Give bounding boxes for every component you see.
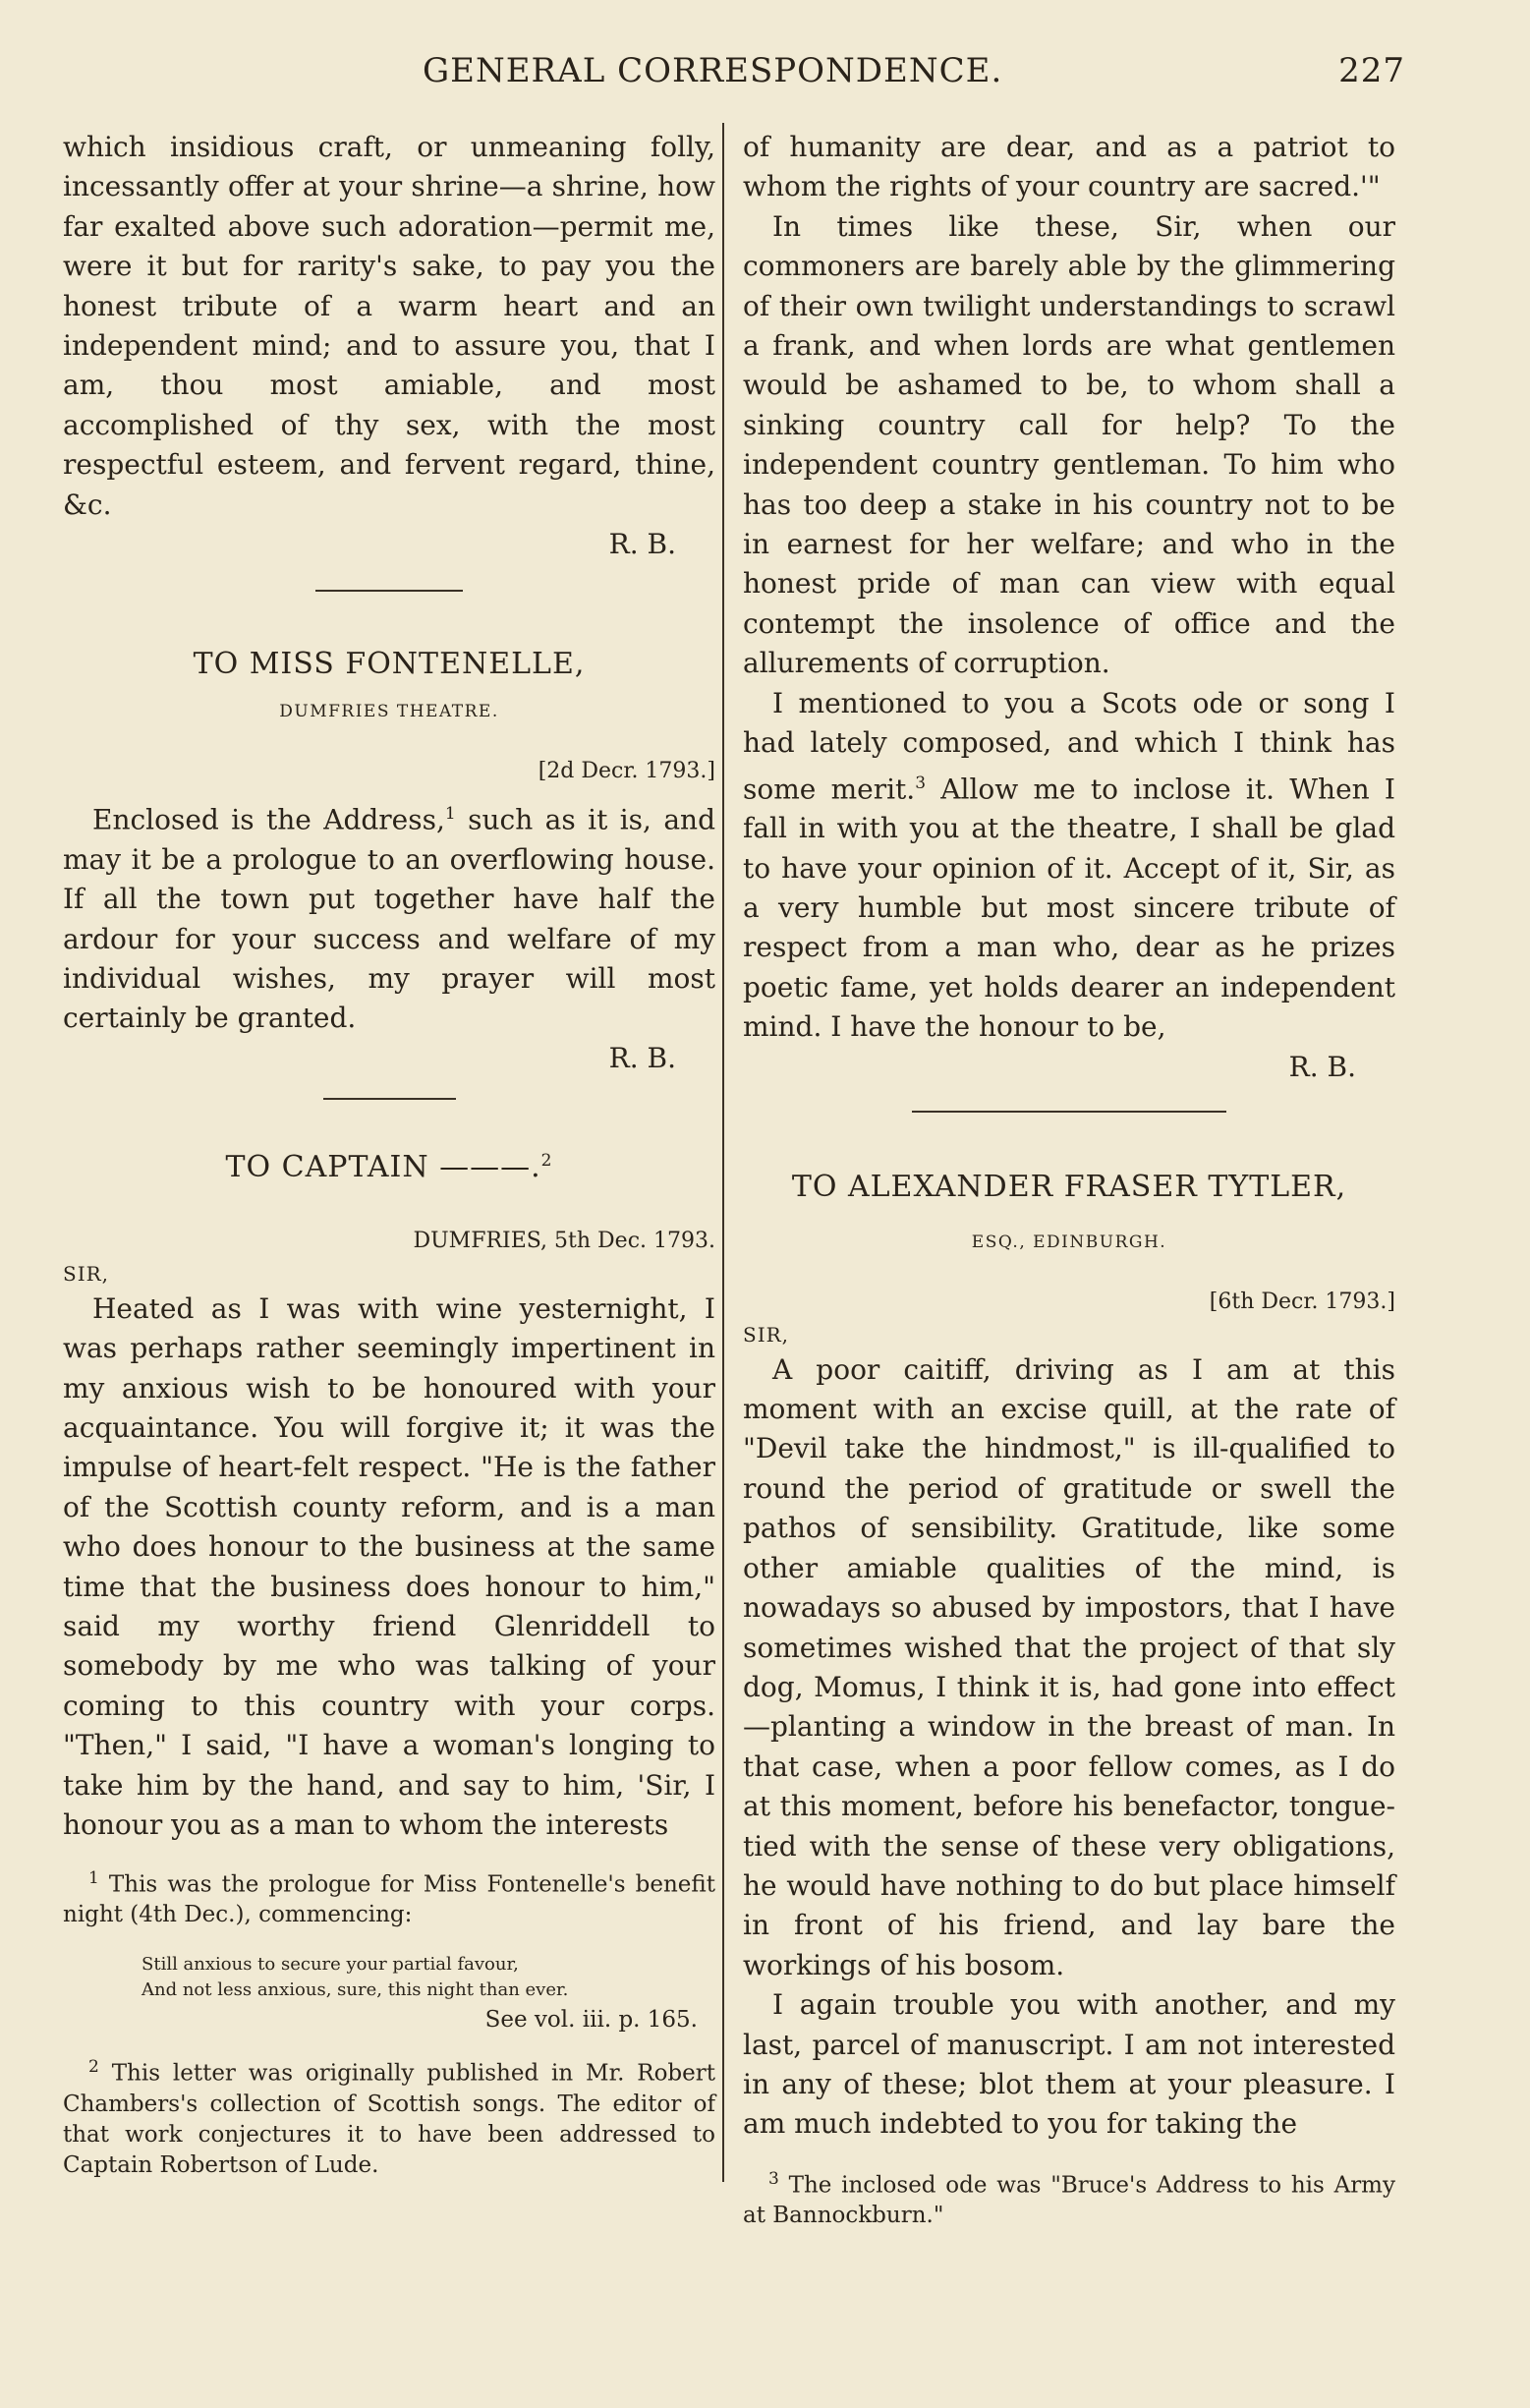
footnote-reference: See vol. iii. p. 165. (484, 2007, 698, 2034)
letter-date: [6th Decr. 1793.] (1209, 1289, 1395, 1314)
letter-heading: TO MISS FONTENELLE, (193, 647, 586, 682)
section-rule (323, 1098, 456, 1100)
section-rule (912, 1111, 1226, 1113)
salutation: SIR, (63, 1261, 110, 1286)
page-number: 227 (1338, 51, 1405, 90)
quoted-verse (63, 1952, 715, 2003)
letter-heading: TO ALEXANDER FRASER TYTLER, (791, 1169, 1347, 1204)
letter-body (743, 684, 1395, 1048)
signature: R. B. (608, 1041, 676, 1074)
footnote-text: This letter was originally published in Mr. Robert Chambers's collection of Scottish songs. The editor of that work conjectures it to have been addressed to Captain Robertson of Lude. (63, 2060, 715, 2178)
heading-text: TO CAPTAIN ———. (225, 1149, 541, 1184)
body-text: Enclosed is the Address, (92, 803, 445, 836)
footnote-marker: 1 (88, 1867, 99, 1888)
footnote-marker: 2 (88, 2057, 99, 2078)
footnote (743, 2164, 1395, 2232)
letter-heading (63, 1141, 715, 1187)
letter-body: A poor caitiff, driving as I am at this moment with an excise quill, at the rate of "Devil take the hindmost," is ill-qualified to round the period of gratitude or swell the pathos of sensibility. Gratitude, like some other amiable qualities of the mind, is nowadays so abused by impostors, that I have sometimes wished that the project of that sly dog, Momus, I think it is, had gone into effect—planting a window in the breast of man. In that case, when a poor fellow comes, as I do at this moment, before his benefactor, tongue-tied with the sense of these very obligations, he would have nothing to do but place himself in front of his friend, and lay bare the workings of his bosom. (743, 1352, 1395, 1981)
salutation: SIR, (743, 1322, 790, 1347)
signature: R. B. (608, 528, 676, 561)
signature: R. B. (1288, 1050, 1356, 1083)
letter-body: Heated as I was with wine yesternight, I was perhaps rather seemingly impertinent in my anxious wish to be honoured with your acquaintance. You will forgive it; it was the impulse of heart-felt respect. "He is the father of the Scottish county reform, and is a man who does honour to the business at the same time that the business does honour to him," said my worthy friend Glenriddell to somebody by me who was talking of your coming to this country with your corps. "Then," I said, "I have a woman's longing to take him by the hand, and say to him, 'Sir, I honour you as a man to whom the interests (63, 1291, 715, 1842)
section-rule (315, 590, 463, 592)
footnote (63, 1863, 715, 1931)
footnote-marker: 1 (444, 804, 456, 825)
body-text: I mentioned to you a Scots ode or song I had lately composed, and which I think has some merit. (743, 686, 1395, 805)
body-text: such as it is, and may it be a prologue to an overflowing house. If all the town put together have half the ardour for your success and welfare of my individual wishes, my prayer will most certainly be granted. (63, 803, 716, 1035)
column-divider (722, 123, 724, 2182)
verse-line: And not less anxious, sure, this night than ever. (142, 1979, 569, 2001)
letter-subheading: ESQ., EDINBURGH. (971, 1232, 1167, 1252)
letter-subheading: DUMFRIES THEATRE. (279, 702, 499, 722)
letter-date: [2d Decr. 1793.] (538, 759, 715, 784)
footnote (63, 2052, 715, 2181)
footnote-text: The inclosed ode was "Bruce's Address to his Army at Bannockburn." (743, 2172, 1395, 2229)
footnote-marker: 2 (540, 1150, 553, 1171)
letter-body: I again trouble you with another, and my last, parcel of manuscript. I am not interested in any of these; blot them at your pleasure. I am much indebted to you for taking the (743, 1988, 1395, 2141)
letter-body (63, 794, 715, 1039)
footnote-marker: 3 (768, 2168, 779, 2189)
letter-continuation: which insidious craft, or unmeaning folly, incessantly offer at your shrine—a shrine, how far exalted above such adoration—permit me, were it but for rarity's sake, to pay you the honest tribute of a warm heart and an independent mind; and to assure you, that I am, thou most amiable, and most accomplished of thy sex, with the most respectful esteem, and fervent regard, thine, &c. (63, 131, 715, 521)
left-column (63, 128, 715, 2181)
verse-line: Still anxious to secure your partial favour, (142, 1954, 519, 1976)
footnote-text: This was the prologue for Miss Fontenelle's benefit night (4th Dec.), commencing: (63, 1871, 715, 1928)
running-title: GENERAL CORRESPONDENCE. (423, 51, 1003, 90)
letter-date: DUMFRIES, 5th Dec. 1793. (413, 1228, 715, 1253)
right-column (743, 128, 1395, 2231)
footnote-marker: 3 (915, 773, 927, 793)
letter-continuation: of humanity are dear, and as a patriot to whom the rights of your country are sacred.'" (743, 131, 1395, 203)
letter-body: In times like these, Sir, when our commoners are barely able by the glimmering of their own twilight understandings to scrawl a frank, and when lords are what gentlemen would be ashamed to be, to whom shall a sinking country call for help? To the independent country gentleman. To him who has too deep a stake in his country not to be in earnest for her welfare; and who in the honest pride of man can view with equal contempt the insolence of office and the allurements of corruption. (743, 209, 1395, 680)
body-text: Allow me to inclose it. When I fall in with you at the theatre, I shall be glad to have your opinion of it. Accept of it, Sir, as a very humble but most sincere tribute of respect from a man who, dear as he prizes poetic fame, yet holds dearer an independent mind. I have the honour to be, (743, 772, 1395, 1044)
